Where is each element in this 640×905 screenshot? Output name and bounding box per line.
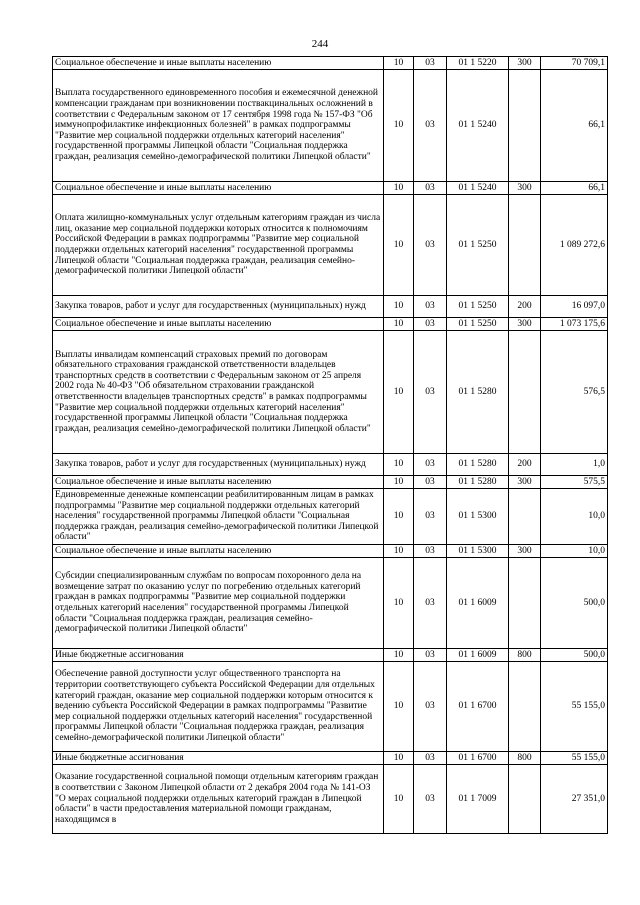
section-code: 10 — [384, 318, 414, 331]
expense-type-code — [509, 764, 541, 833]
target-article-code: 01 1 5240 — [447, 70, 509, 182]
amount: 10,0 — [541, 544, 608, 557]
target-article-code: 01 1 5280 — [447, 476, 509, 489]
expense-type-code — [509, 70, 541, 182]
table-row — [53, 764, 608, 833]
table-row — [53, 70, 608, 182]
subsection-code: 03 — [414, 182, 447, 195]
row-name: Иные бюджетные ассигнования — [53, 648, 384, 661]
table-row — [53, 454, 608, 476]
expense-type-code — [509, 331, 541, 454]
row-name: Социальное обеспечение и иные выплаты населению — [53, 57, 384, 70]
subsection-code: 03 — [414, 751, 447, 764]
target-article-code: 01 1 5300 — [447, 544, 509, 557]
subsection-code: 03 — [414, 195, 447, 296]
subsection-code: 03 — [414, 318, 447, 331]
amount: 1 073 175,6 — [541, 318, 608, 331]
table-row — [53, 751, 608, 764]
row-name: Выплаты инвалидам компенсаций страховых премий по договорам обязательного страхования гражданской ответственности владельцев транспортных средств в соответствии с Федеральным законом от 25 апреля 2002 года № 40-ФЗ "Об обязательном страховании гражданской ответственности владельцев транспортных средств" в рамках подпрограммы "Развитие мер социальной поддержки отдельных категорий населения" государственной программы Липецкой области "Социальная поддержка граждан, реализация семейно-демографической политики Липецкой области" — [53, 331, 384, 454]
target-article-code: 01 1 6009 — [447, 557, 509, 648]
subsection-code: 03 — [414, 661, 447, 751]
expense-type-code: 200 — [509, 454, 541, 476]
section-code: 10 — [384, 648, 414, 661]
table-row — [53, 331, 608, 454]
amount: 70 709,1 — [541, 57, 608, 70]
page-number: 244 — [311, 38, 329, 50]
row-name: Субсидии специализированным службам по вопросам похоронного дела на возмещение затрат по оказанию услуг по погребению отдельных категорий граждан в рамках подпрограммы "Развитие мер социальной поддержки отдельных категорий населения" государственной программы Липецкой области "Социальная поддержка граждан, реализация семейно-демографической политики Липецкой области" — [53, 557, 384, 648]
section-code: 10 — [384, 661, 414, 751]
row-name: Единовременные денежные компенсации реабилитированным лицам в рамках подпрограммы "Развитие мер социальной поддержки отдельных категорий населения" государственной программы Липецкой области "Социальная поддержка граждан, реализация семейно-демографической политики Липецкой области" — [53, 489, 384, 545]
amount: 576,5 — [541, 331, 608, 454]
table-row — [53, 648, 608, 661]
amount: 1 089 272,6 — [541, 195, 608, 296]
row-name: Оплата жилищно-коммунальных услуг отдельным категориям граждан из числа лиц, оказание мер социальной поддержки которых относится к полномочиям Российской Федерации в рамках подпрограммы "Развитие мер социальной поддержки отдельных категорий населения" государственной программы Липецкой области "Социальная поддержка граждан, реализация семейно-демографической политики Липецкой области" — [53, 195, 384, 296]
row-name: Выплата государственного единовременного пособия и ежемесячной денежной компенсации гражданам при возникновении поствакцинальных осложнений в соответствии с Федеральным законом от 17 сентября 1998 года № 157-ФЗ "Об иммунопрофилактике инфекционных болезней" в рамках подпрограммы "Развитие мер социальной поддержки отдельных категорий населения" государственной программы Липецкой области "Социальная поддержка граждан, реализация семейно-демографической политики Липецкой области" — [53, 70, 384, 182]
row-name: Иные бюджетные ассигнования — [53, 751, 384, 764]
table-row — [53, 57, 608, 70]
target-article-code: 01 1 7009 — [447, 764, 509, 833]
expense-type-code — [509, 661, 541, 751]
subsection-code: 03 — [414, 557, 447, 648]
amount: 500,0 — [541, 557, 608, 648]
target-article-code: 01 1 6700 — [447, 751, 509, 764]
section-code: 10 — [384, 489, 414, 545]
table-row — [53, 557, 608, 648]
amount: 500,0 — [541, 648, 608, 661]
table-row — [53, 476, 608, 489]
amount: 1,0 — [541, 454, 608, 476]
section-code: 10 — [384, 57, 414, 70]
section-code: 10 — [384, 751, 414, 764]
subsection-code: 03 — [414, 454, 447, 476]
target-article-code: 01 1 6009 — [447, 648, 509, 661]
table-row — [53, 318, 608, 331]
expense-type-code — [509, 195, 541, 296]
target-article-code: 01 1 5250 — [447, 318, 509, 331]
expense-type-code: 300 — [509, 182, 541, 195]
row-name: Обеспечение равной доступности услуг общественного транспорта на территории соответствующего субъекта Российской Федерации для отдельных категорий граждан, оказание мер социальной поддержки которым относится к ведению субъекта Российской Федерации в рамках подпрограммы "Развитие мер социальной поддержки отдельных категорий населения" государственной программы Липецкой области "Социальная поддержка граждан, реализация семейно-демографической политики Липецкой области" — [53, 661, 384, 751]
table-row — [53, 182, 608, 195]
target-article-code: 01 1 5250 — [447, 296, 509, 318]
row-name: Социальное обеспечение и иные выплаты населению — [53, 544, 384, 557]
subsection-code: 03 — [414, 296, 447, 318]
target-article-code: 01 1 5240 — [447, 182, 509, 195]
target-article-code: 01 1 5280 — [447, 454, 509, 476]
subsection-code: 03 — [414, 70, 447, 182]
section-code: 10 — [384, 331, 414, 454]
amount: 27 351,0 — [541, 764, 608, 833]
expense-type-code: 300 — [509, 57, 541, 70]
target-article-code: 01 1 6700 — [447, 661, 509, 751]
amount: 575,5 — [541, 476, 608, 489]
amount: 10,0 — [541, 489, 608, 545]
amount: 66,1 — [541, 70, 608, 182]
section-code: 10 — [384, 182, 414, 195]
expense-type-code: 200 — [509, 296, 541, 318]
row-name: Оказание государственной социальной помощи отдельным категориям граждан в соответствии с Законом Липецкой области от 2 декабря 2004 года № 141-ОЗ "О мерах социальной поддержки отдельных категорий граждан в Липецкой области" в части предоставления материальной помощи гражданам, находящимся в — [53, 764, 384, 833]
expense-type-code: 300 — [509, 544, 541, 557]
expense-type-code: 300 — [509, 476, 541, 489]
table-row — [53, 489, 608, 545]
budget-table-body — [53, 57, 608, 834]
section-code: 10 — [384, 476, 414, 489]
section-code: 10 — [384, 454, 414, 476]
expense-type-code — [509, 557, 541, 648]
row-name: Закупка товаров, работ и услуг для государственных (муниципальных) нужд — [53, 296, 384, 318]
section-code: 10 — [384, 70, 414, 182]
subsection-code: 03 — [414, 764, 447, 833]
amount: 55 155,0 — [541, 661, 608, 751]
row-name: Социальное обеспечение и иные выплаты населению — [53, 318, 384, 331]
budget-table — [52, 56, 608, 834]
section-code: 10 — [384, 544, 414, 557]
table-row — [53, 661, 608, 751]
subsection-code: 03 — [414, 648, 447, 661]
table-row — [53, 195, 608, 296]
amount: 55 155,0 — [541, 751, 608, 764]
expense-type-code — [509, 489, 541, 545]
section-code: 10 — [384, 296, 414, 318]
target-article-code: 01 1 5300 — [447, 489, 509, 545]
section-code: 10 — [384, 557, 414, 648]
subsection-code: 03 — [414, 331, 447, 454]
expense-type-code: 800 — [509, 648, 541, 661]
section-code: 10 — [384, 195, 414, 296]
subsection-code: 03 — [414, 489, 447, 545]
expense-type-code: 300 — [509, 318, 541, 331]
expense-type-code: 800 — [509, 751, 541, 764]
subsection-code: 03 — [414, 476, 447, 489]
target-article-code: 01 1 5220 — [447, 57, 509, 70]
table-row — [53, 544, 608, 557]
section-code: 10 — [384, 764, 414, 833]
target-article-code: 01 1 5280 — [447, 331, 509, 454]
target-article-code: 01 1 5250 — [447, 195, 509, 296]
table-row — [53, 296, 608, 318]
row-name: Социальное обеспечение и иные выплаты населению — [53, 182, 384, 195]
amount: 66,1 — [541, 182, 608, 195]
row-name: Социальное обеспечение и иные выплаты населению — [53, 476, 384, 489]
subsection-code: 03 — [414, 544, 447, 557]
row-name: Закупка товаров, работ и услуг для государственных (муниципальных) нужд — [53, 454, 384, 476]
amount: 16 097,0 — [541, 296, 608, 318]
subsection-code: 03 — [414, 57, 447, 70]
